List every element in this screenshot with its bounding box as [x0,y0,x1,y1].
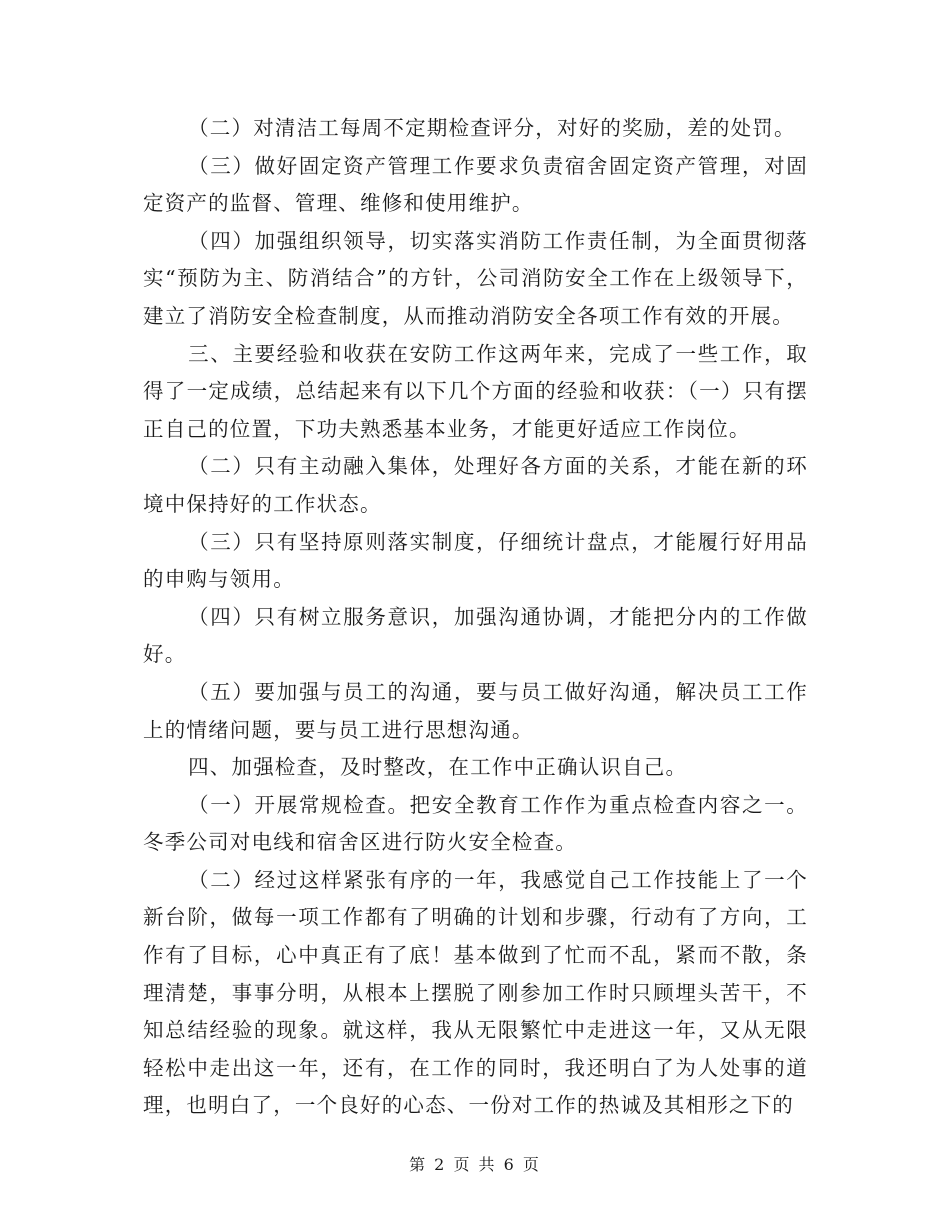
page-number-footer: 第 2 页 共 6 页 [409,1155,541,1174]
paragraph: （二）经过这样紧张有序的一年，我感觉自己工作技能上了一个新台阶，做每一项工作都有了明确的计划和步骤，行动有了方向，工作有了目标，心中真正有了底！基本做到了忙而不乱，紧而不散，条理清楚，事事分明，从根本上摆脱了刚参加工作时只顾埋头苦干，不知总结经验的现象。就这样，我从无限繁忙中走进这一年，又从无限轻松中走出这一年，还有，在工作的同时，我还明白了为人处事的道理，也明白了，一个良好的心态、一份对工作的热诚及其相形之下的 [143,867,808,1118]
paragraph: （四）加强组织领导，切实落实消防工作责任制，为全面贯彻落实“预防为主、防消结合”的方针，公司消防安全工作在上级领导下，建立了消防安全检查制度，从而推动消防安全各项工作有效的开展。 [143,228,808,328]
paragraph: （二）对清洁工每周不定期检查评分，对好的奖励，差的处罚。 [188,116,796,140]
paragraph: （二）只有主动融入集体，处理好各方面的关系，才能在新的环境中保持好的工作状态。 [143,454,808,516]
paragraph: （三）只有坚持原则落实制度，仔细统计盘点，才能履行好用品的申购与领用。 [143,529,808,592]
paragraph: 四、加强检查，及时整改，在工作中正确认识自己。 [188,755,688,780]
paragraph: （四）只有树立服务意识，加强沟通协调，才能把分内的工作做好。 [143,604,808,667]
paragraph: （一）开展常规检查。把安全教育工作作为重点检查内容之一。冬季公司对电线和宿舍区进行防火安全检查。 [143,792,808,855]
paragraph: 三、主要经验和收获在安防工作这两年来，完成了一些工作，取得了一定成绩，总结起来有以下几个方面的经验和收获：（一）只有摆正自己的位置，下功夫熟悉基本业务，才能更好适应工作岗位。 [143,341,808,441]
paragraph: （三）做好固定资产管理工作要求负责宿舍固定资产管理，对固定资产的监督、管理、维修和使用维护。 [143,153,808,216]
document-body [143,110,808,1125]
paragraph: （五）要加强与员工的沟通，要与员工做好沟通，解决员工工作上的情绪问题，要与员工进行思想沟通。 [143,679,808,742]
